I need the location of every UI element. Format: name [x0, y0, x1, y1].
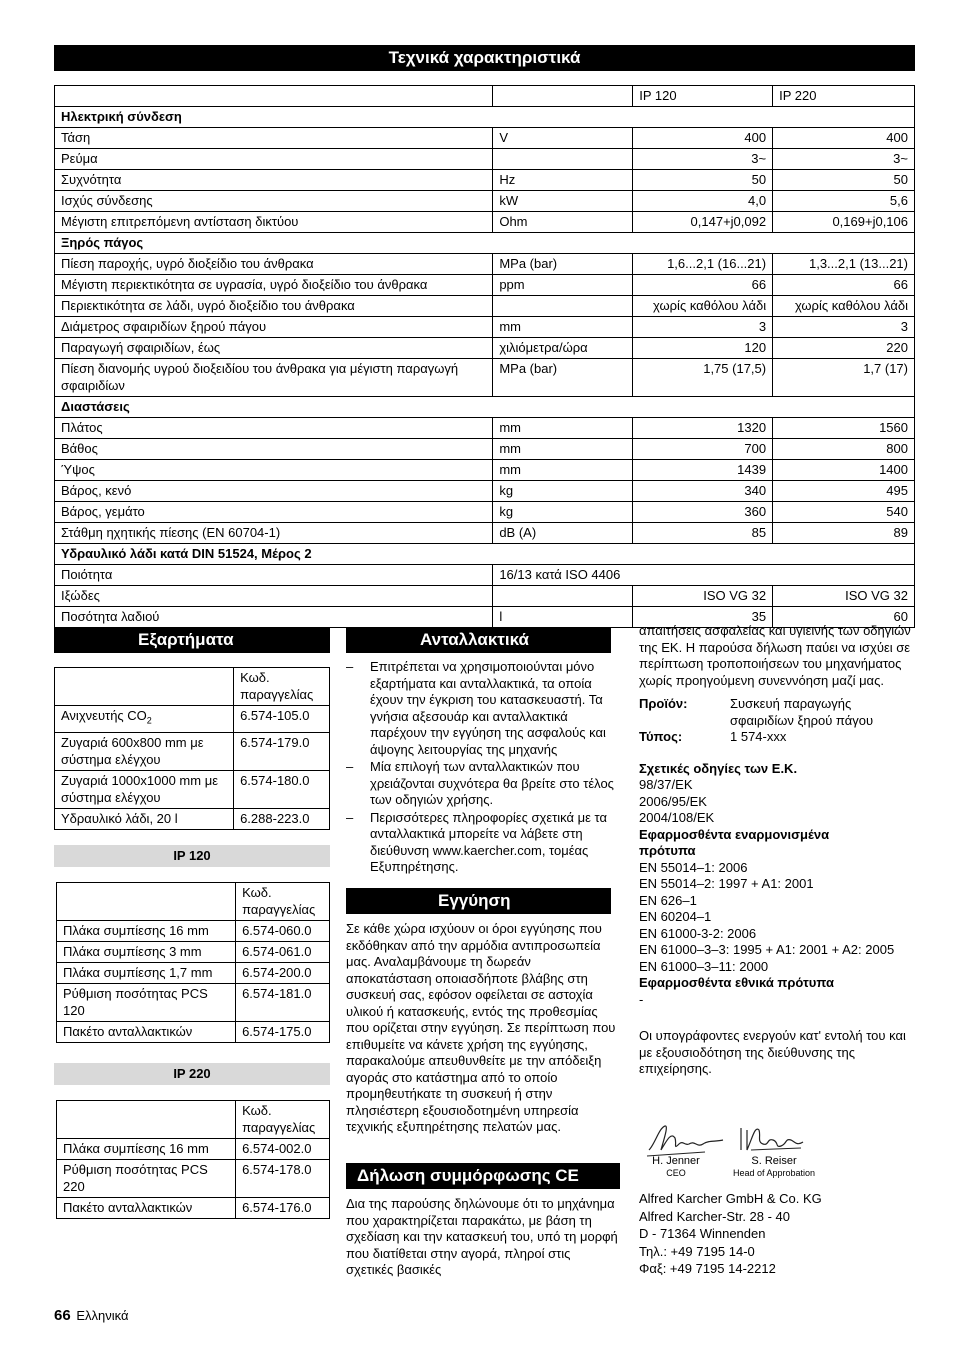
- parts-row: [57, 921, 330, 942]
- spec-label: Ύψος: [55, 460, 493, 481]
- part-name: [55, 808, 234, 829]
- harmonised-standard: EN 60204–1: [639, 909, 712, 924]
- spec-value-ip220: 66: [773, 275, 915, 296]
- spec-row: [55, 275, 915, 296]
- part-code: 6.574-176.0: [236, 1198, 330, 1219]
- spec-label: Ιξώδες: [55, 586, 493, 607]
- spec-section-row: [55, 397, 915, 418]
- part-name-text: Ρύθμιση ποσότητας PCS 220: [63, 1162, 208, 1194]
- spec-value-ip220: 5,6: [773, 191, 915, 212]
- part-code: 6.574-200.0: [236, 963, 330, 984]
- address-line: Τηλ.: +49 7195 14-0: [639, 1243, 755, 1259]
- spec-value-ip120: 50: [633, 170, 773, 191]
- spare-parts-list: [346, 659, 622, 877]
- part-code: 6.574-002.0: [236, 1139, 330, 1160]
- spec-section-label: Ξηρός πάγος: [55, 233, 915, 254]
- directive: 2006/95/ΕΚ: [639, 793, 707, 809]
- part-code: 6.574-181.0: [236, 984, 330, 1022]
- spec-row: [55, 170, 915, 191]
- parts-row: [55, 706, 330, 733]
- signer1: [646, 1154, 706, 1179]
- spec-unit: [493, 586, 633, 607]
- part-name: [57, 942, 236, 963]
- spec-value-ip120: 0,147+j0,092: [633, 212, 773, 233]
- spec-value-ip220: 3~: [773, 149, 915, 170]
- directives-title: Σχετικές οδηγίες των Ε.Κ.: [639, 760, 798, 776]
- part-name: [57, 1022, 236, 1043]
- product-value: Συσκευή παραγωγής σφαιριδίων ξηρού πάγου: [730, 696, 874, 728]
- part-name-text: Πακέτο ανταλλακτικών: [63, 1200, 193, 1215]
- address-line: D - 71364 Winnenden: [639, 1226, 766, 1241]
- part-name: [57, 1160, 236, 1198]
- signer1-role: CEO: [666, 1168, 686, 1178]
- part-name-text: Πλάκα συμπίεσης 16 mm: [63, 1141, 209, 1156]
- spec-value-ip220: 540: [773, 502, 915, 523]
- parts-header-code: Κωδ. παραγγελίας: [236, 883, 330, 921]
- accessories-title: Εξαρτήματα: [54, 627, 330, 653]
- footer-language: Ελληνικά: [76, 1308, 129, 1323]
- part-name: [57, 1198, 236, 1219]
- type-row: [639, 729, 917, 746]
- spec-value-ip120: 3~: [633, 149, 773, 170]
- spec-unit: V: [493, 128, 633, 149]
- parts-header-row: [55, 668, 330, 706]
- spec-model-header: IP 120: [633, 86, 773, 107]
- harmonised-list: [639, 860, 917, 976]
- spec-unit: ppm: [493, 275, 633, 296]
- spec-unit: MPa (bar): [493, 359, 633, 397]
- spec-label: Ρεύμα: [55, 149, 493, 170]
- part-name: [57, 1139, 236, 1160]
- spec-value-ip120: ISO VG 32: [633, 586, 773, 607]
- spec-value-ip120: 400: [633, 128, 773, 149]
- spec-row: [55, 149, 915, 170]
- spec-value-ip120: 700: [633, 439, 773, 460]
- spec-value-ip220: 800: [773, 439, 915, 460]
- signer2-role: Head of Approbation: [732, 1168, 816, 1178]
- part-code: 6.574-179.0: [234, 732, 330, 770]
- parts-header-row: [57, 883, 330, 921]
- accessories-table: [54, 667, 330, 830]
- part-name-text: Ανιχνευτής CO: [61, 708, 147, 723]
- spec-unit: l: [493, 607, 633, 628]
- part-code: 6.574-060.0: [236, 921, 330, 942]
- spec-value-ip220: χωρίς καθόλου λάδι: [773, 296, 915, 317]
- spec-label: Ισχύς σύνδεσης: [55, 191, 493, 212]
- ce-title: Δήλωση συμμόρφωσης CE: [346, 1163, 620, 1189]
- directive: 98/37/ΕΚ: [639, 777, 693, 792]
- ip120-table: [56, 882, 330, 1043]
- parts-row: [57, 942, 330, 963]
- spec-label: Πίεση διανομής υγρού διοξειδίου του άνθρακα για μέγιστη παραγωγή σφαιριδίων: [55, 359, 493, 397]
- parts-row: [57, 1139, 330, 1160]
- spec-label: Τάση: [55, 128, 493, 149]
- part-code: 6.574-105.0: [234, 706, 330, 733]
- company-address: [639, 1190, 917, 1278]
- national-title: Εφαρμοσθέντα εθνικά πρότυπα: [639, 975, 834, 990]
- spare-parts-title: Ανταλλακτικά: [346, 627, 611, 653]
- spec-unit: Hz: [493, 170, 633, 191]
- parts-row: [57, 984, 330, 1022]
- spec-value-ip220: 0,169+j0,106: [773, 212, 915, 233]
- spec-section-row: [55, 107, 915, 128]
- spec-section-row: [55, 544, 915, 565]
- part-name-text: Υδραυλικό λάδι, 20 l: [61, 810, 178, 826]
- spec-row: [55, 460, 915, 481]
- spec-row: [55, 565, 915, 586]
- part-name-text: Πακέτο ανταλλακτικών: [63, 1024, 193, 1039]
- address-line: Alfred Karcher-Str. 28 - 40: [639, 1208, 791, 1224]
- spec-value-ip220: 1,7 (17): [773, 359, 915, 397]
- spec-label: Διάμετρος σφαιριδίων ξηρού πάγου: [55, 317, 493, 338]
- spec-row: [55, 502, 915, 523]
- spec-unit: [493, 296, 633, 317]
- parts-row: [57, 1022, 330, 1043]
- parts-header-code: Κωδ. παραγγελίας: [236, 1101, 330, 1139]
- spec-unit: mm: [493, 439, 633, 460]
- directive: 2004/108/ΕΚ: [639, 810, 715, 825]
- ce-text: Δια της παρούσης δηλώνουμε ότι το μηχάνημα που χαρακτηρίζεται παρακάτω, με βάση τη σχεδίαση και την κατασκευή του, υπό τη μορφή που διατίθεται στην αγορά, πληροί στις σχετικές βασικές: [346, 1196, 618, 1277]
- signer2: [726, 1154, 822, 1179]
- warranty-text: Σε κάθε χώρα ισχύουν οι όροι εγγύησης που εκδόθηκαν από την αρμόδια αντιπροσωπεία μας. Αναλαμβάνουμε τη δωρεάν αποκατάσταση οποιασδήποτε βλάβης στη συσκευή σας, εφόσον οφείλεται σε αστοχία υλικού ή κατασκευής, εντός της προθεσμίας που ορίζεται στην εγγύηση. Σε περίπτωση που επιθυμείτε να κάνετε χρήση της εγγύησης, παρακαλούμε απευθυνθείτε με την απόδειξη αγοράς στο κατάστημα από το οποίο προμηθευτήκατε τη συσκευή ή στην πλησιέστερη εξουσιοδοτημένη υπηρεσία τεχνικής εξυπηρέτησης πελατών μας.: [346, 921, 616, 1134]
- address-line: Φαξ: +49 7195 14-2212: [639, 1261, 776, 1276]
- spec-value-ip120: 4,0: [633, 191, 773, 212]
- spec-unit: kg: [493, 481, 633, 502]
- page-number: 66: [54, 1307, 71, 1324]
- harmonised-standard: EN 61000–3–11: 2000: [639, 958, 769, 974]
- warranty-title: Εγγύηση: [346, 888, 611, 914]
- harmonised-standard: EN 61000-3-2: 2006: [639, 925, 757, 941]
- parts-row: [55, 808, 330, 829]
- spec-model-header: IP 220: [773, 86, 915, 107]
- spec-unit: χιλιόμετρα/ώρα: [493, 338, 633, 359]
- spec-row: [55, 359, 915, 397]
- parts-row: [55, 770, 330, 808]
- signer2-name: S. Reiser: [751, 1155, 797, 1167]
- spec-header-cell: [55, 86, 493, 107]
- spec-section-label: Διαστάσεις: [55, 397, 915, 418]
- spec-row: [55, 317, 915, 338]
- spec-value-ip220: 1560: [773, 418, 915, 439]
- spec-unit: dB (A): [493, 523, 633, 544]
- spec-value-ip120: 1439: [633, 460, 773, 481]
- spec-value-ip220: 89: [773, 523, 915, 544]
- harmonised-title: Εφαρμοσθέντα εναρμονισμένα πρότυπα: [639, 826, 830, 858]
- address-line: Alfred Karcher GmbH & Co. KG: [639, 1191, 822, 1206]
- spec-value-ip120: χωρίς καθόλου λάδι: [633, 296, 773, 317]
- spec-value-ip120: 1,6...2,1 (16...21): [633, 254, 773, 275]
- spec-row: [55, 338, 915, 359]
- spec-value-ip220: 1,3...2,1 (13...21): [773, 254, 915, 275]
- spec-row: [55, 212, 915, 233]
- spec-value-ip220: 400: [773, 128, 915, 149]
- part-name-text: Πλάκα συμπίεσης 16 mm: [63, 923, 209, 938]
- harmonised-standard: EN 55014–1: 2006: [639, 859, 748, 875]
- spec-label: Στάθμη ηχητικής πίεσης (EN 60704-1): [55, 523, 493, 544]
- spec-section-label: Ηλεκτρική σύνδεση: [55, 107, 915, 128]
- spec-unit: mm: [493, 460, 633, 481]
- part-name: [57, 963, 236, 984]
- spec-unit: mm: [493, 418, 633, 439]
- part-name: [55, 770, 234, 808]
- spec-label: Συχνότητα: [55, 170, 493, 191]
- page-footer: [54, 1308, 128, 1325]
- part-code: 6.574-061.0: [236, 942, 330, 963]
- product-row: [639, 696, 917, 729]
- spec-value-ip120: 1320: [633, 418, 773, 439]
- part-name: [55, 732, 234, 770]
- spec-row: [55, 128, 915, 149]
- spec-label: Μέγιστη περιεκτικότητα σε υγρασία, υγρό διοξείδιο του άνθρακα: [55, 275, 493, 296]
- spec-value-ip220: 50: [773, 170, 915, 191]
- spec-label: Περιεκτικότητα σε λάδι, υγρό διοξείδιο του άνθρακα: [55, 296, 493, 317]
- spec-unit: kg: [493, 502, 633, 523]
- type-value: 1 574-xxx: [730, 729, 787, 744]
- spec-label: Μέγιστη επιτρεπόμενη αντίσταση δικτύου: [55, 212, 493, 233]
- spec-row: [55, 191, 915, 212]
- spec-value-ip120: 340: [633, 481, 773, 502]
- ce-continued-column: [639, 623, 917, 1078]
- spec-value-ip220: 495: [773, 481, 915, 502]
- spec-unit: MPa (bar): [493, 254, 633, 275]
- spec-label: Πλάτος: [55, 418, 493, 439]
- spec-value-ip120: 66: [633, 275, 773, 296]
- parts-header-empty: [55, 668, 234, 706]
- spec-value-ip120: 3: [633, 317, 773, 338]
- part-name: [55, 706, 234, 733]
- national-value: -: [639, 991, 644, 1007]
- spec-unit: [493, 149, 633, 170]
- parts-header-empty: [57, 1101, 236, 1139]
- spec-row: [55, 418, 915, 439]
- part-name-text: Πλάκα συμπίεσης 1,7 mm: [63, 965, 213, 980]
- spec-unit: Ohm: [493, 212, 633, 233]
- spec-unit: mm: [493, 317, 633, 338]
- parts-row: [55, 732, 330, 770]
- spec-value-ip220: 60: [773, 607, 915, 628]
- spec-value-ip220: 220: [773, 338, 915, 359]
- spec-label: Ποσότητα λαδιού: [55, 607, 493, 628]
- page-title: Τεχνικά χαρακτηριστικά: [54, 45, 915, 71]
- spec-value-ip220: ISO VG 32: [773, 586, 915, 607]
- spec-label: Ποιότητα: [55, 565, 493, 586]
- spec-value-ip120: 360: [633, 502, 773, 523]
- part-code: 6.574-180.0: [234, 770, 330, 808]
- spec-section-label: Υδραυλικό λάδι κατά DIN 51524, Μέρος 2: [55, 544, 915, 565]
- spec-label: Βάρος, κενό: [55, 481, 493, 502]
- spare-parts-item: – Μία επιλογή των ανταλλακτικών που χρειάζονται συχνότερα θα βρείτε στο τέλος των οδηγιών χρήσης.: [346, 759, 622, 809]
- spare-parts-item: – Περισσότερες πληροφορίες σχετικά με τα ανταλλακτικά μπορείτε να λάβετε στη διεύθυνση www.kaercher.com, τομέας Εξυπηρέτησης.: [346, 810, 622, 876]
- parts-header-row: [57, 1101, 330, 1139]
- spec-row: [55, 439, 915, 460]
- ce-continued-text: απαιτήσεις ασφαλείας και υγιεινής των οδηγιών της ΕΚ. Η παρούσα δήλωση παύει να ισχύει σε περίπτωση τροποποιήσεων του μηχανήματος χωρίς προηγούμενη συνεννόηση μαζί μας.: [639, 623, 911, 688]
- spec-label: Βάθος: [55, 439, 493, 460]
- spec-row: [55, 586, 915, 607]
- spec-value-ip120: 1,75 (17,5): [633, 359, 773, 397]
- spec-label: Πίεση παροχής, υγρό διοξείδιο του άνθρακα: [55, 254, 493, 275]
- spec-label: Παραγωγή σφαιριδίων, έως: [55, 338, 493, 359]
- product-label: Προϊόν:: [639, 696, 688, 711]
- signatories-text: Οι υπογράφοντες ενεργούν κατ' εντολή του και με εξουσιοδότηση της διεύθυνσης της επιχείρησης.: [639, 1028, 906, 1076]
- ip220-table: [56, 1100, 330, 1219]
- spec-value-ip220: 3: [773, 317, 915, 338]
- part-code: 6.574-175.0: [236, 1022, 330, 1043]
- harmonised-standard: EN 626–1: [639, 892, 697, 908]
- part-name-text: Πλάκα συμπίεσης 3 mm: [63, 944, 202, 959]
- spec-value-ip120: 85: [633, 523, 773, 544]
- spec-unit: kW: [493, 191, 633, 212]
- type-label: Τύπος:: [639, 729, 683, 744]
- part-name-text: Ζυγαριά 600x800 mm με σύστημα ελέγχου: [61, 734, 204, 767]
- spec-row: [55, 296, 915, 317]
- spec-value-ip120: 120: [633, 338, 773, 359]
- spec-label: Βάρος, γεμάτο: [55, 502, 493, 523]
- harmonised-standard: EN 61000–3–3: 1995 + A1: 2001 + A2: 2005: [639, 942, 895, 957]
- part-name-subscript: 2: [146, 715, 152, 726]
- ip220-title: IP 220: [54, 1063, 330, 1085]
- part-code: 6.288-223.0: [234, 808, 330, 829]
- spec-row: [55, 523, 915, 544]
- part-code: 6.574-178.0: [236, 1160, 330, 1198]
- harmonised-standard: EN 55014–2: 1997 + A1: 2001: [639, 876, 814, 891]
- ip120-title: IP 120: [54, 845, 330, 867]
- spec-table: [54, 85, 915, 628]
- parts-header-empty: [57, 883, 236, 921]
- parts-row: [57, 1198, 330, 1219]
- part-name: [57, 921, 236, 942]
- spec-unit: 16/13 κατά ISO 4406: [493, 565, 915, 586]
- part-name: [57, 984, 236, 1022]
- spec-header-row: [55, 86, 915, 107]
- signer1-name: H. Jenner: [652, 1155, 700, 1167]
- spec-header-cell: [493, 86, 633, 107]
- spare-parts-item: – Επιτρέπεται να χρησιμοποιούνται μόνο εξαρτήματα και ανταλλακτικά, τα οποία έχουν την έγκριση του κατασκευαστή. Τα γνήσια αξεσουάρ και ανταλλακτικά παρέχουν την εγγύηση της ασφαλούς και άψογης λειτουργίας της μηχανής: [346, 659, 622, 758]
- part-name-text: Ρύθμιση ποσότητας PCS 120: [63, 986, 208, 1018]
- parts-row: [57, 1160, 330, 1198]
- spec-row: [55, 481, 915, 502]
- parts-row: [57, 963, 330, 984]
- part-name-text: Ζυγαριά 1000x1000 mm με σύστημα ελέγχου: [61, 772, 218, 805]
- parts-header-code: Κωδ. παραγγελίας: [234, 668, 330, 706]
- spec-section-row: [55, 233, 915, 254]
- spec-value-ip120: 35: [633, 607, 773, 628]
- spec-row: [55, 254, 915, 275]
- spec-value-ip220: 1400: [773, 460, 915, 481]
